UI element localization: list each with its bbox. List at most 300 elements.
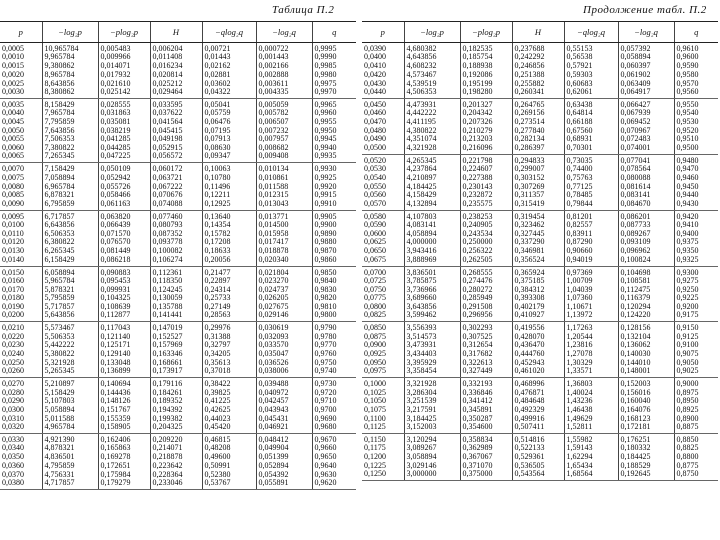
table-cell: 0,402179 [512, 303, 564, 312]
table-cell: 0,274476 [460, 277, 512, 286]
table-header-row [0, 22, 356, 43]
table-cell: 0,56538 [564, 53, 618, 62]
table-cell: 0,12925 [202, 200, 256, 211]
table-cell: 0,041285 [98, 135, 150, 144]
table-cell: 1,55982 [564, 434, 618, 445]
table-row [0, 359, 356, 368]
table-cell: 4,836501 [42, 453, 98, 462]
table-cell: 0,9670 [312, 434, 356, 445]
table-cell: 0,0750 [364, 285, 386, 294]
table-cell: 0,0045 [2, 117, 24, 126]
table-cell: 0,023270 [256, 277, 312, 286]
table-cell: 0,140694 [98, 378, 150, 389]
table-cell: 0,9610 [674, 43, 718, 54]
table-cell: 5,265345 [42, 367, 98, 378]
table-cell: 0,1025 [364, 388, 386, 397]
table-cell: 1,10671 [564, 303, 618, 312]
table-cell: 0,0825 [362, 311, 404, 322]
table-cell: 7,965784 [42, 109, 98, 118]
table-cell: 0,218878 [150, 453, 202, 462]
table-cell: 0,499916 [512, 414, 564, 423]
table-cell: 0,237688 [512, 43, 564, 54]
table-cell: 0,007957 [256, 135, 312, 144]
table-cell: 0,0130 [2, 246, 24, 256]
table-cell: 4,265345 [404, 154, 460, 165]
table-cell: 0,9810 [312, 303, 356, 312]
table-row [362, 388, 718, 397]
table-cell: 0,319454 [512, 210, 564, 221]
table-cell: 0,121140 [98, 332, 150, 341]
table-cell: 0,75763 [564, 173, 618, 182]
table-cell: 0,072483 [618, 135, 674, 144]
table-cell: 0,017417 [256, 238, 312, 247]
table-row [362, 210, 718, 221]
table-cell: 0,031863 [98, 109, 150, 118]
table-cell: 4,573467 [404, 70, 460, 79]
column-header: q [674, 22, 718, 43]
table-cell: 0,179279 [98, 479, 150, 490]
table-cell: 0,000722 [256, 43, 312, 54]
table-row [362, 173, 718, 182]
table-cell: 0,074088 [150, 200, 202, 211]
table-cell: 6,717857 [42, 210, 98, 221]
column-header: p [362, 22, 404, 43]
table-cell: 0,184425 [618, 453, 674, 462]
table-row [362, 154, 718, 165]
table-cell: 0,9550 [674, 98, 718, 109]
table-cell: 0,52380 [202, 470, 256, 479]
table-cell: 0,0480 [364, 126, 386, 135]
table-cell: 0,9955 [312, 118, 356, 127]
table-cell: 3,689660 [404, 294, 460, 303]
table-cell: 0,118350 [150, 277, 202, 286]
table-row [0, 173, 356, 182]
table-cell: 0,9860 [312, 256, 356, 267]
table-cell: 1,20544 [564, 332, 618, 341]
table-cell: 0,1050 [364, 396, 386, 406]
table-cell: 0,093778 [150, 238, 202, 247]
table-cell: 0,010134 [256, 163, 312, 174]
table-cell: 0,080793 [150, 221, 202, 230]
table-cell: 0,061902 [618, 70, 674, 79]
table-cell: 0,345891 [460, 406, 512, 415]
table-cell: 0,9880 [312, 238, 356, 247]
table-cell: 0,8975 [674, 388, 718, 397]
table-cell: 0,104325 [98, 294, 150, 303]
table-cell: 0,410927 [512, 311, 564, 322]
table-cell: 0,97369 [564, 266, 618, 277]
table-cell: 4,680382 [404, 43, 460, 54]
table-cell: 0,235575 [460, 200, 512, 211]
table-cell: 5,442222 [42, 341, 98, 350]
table-cell: 0,090883 [98, 266, 150, 277]
table-row [362, 311, 718, 322]
table-cell: 0,9200 [674, 303, 718, 312]
table-cell: 0,087733 [618, 221, 674, 230]
table-row [362, 359, 718, 368]
table-cell: 0,9790 [312, 322, 356, 333]
table-cell: 0,156016 [618, 388, 674, 397]
table-row [362, 367, 718, 378]
table-cell: 0,8775 [674, 462, 718, 471]
table-cell: 0,77125 [564, 182, 618, 191]
table-cell: 3,058894 [404, 453, 460, 462]
table-cell: 0,83911 [564, 229, 618, 238]
table-cell: 0,158905 [98, 423, 150, 434]
table-cell: 0,164076 [618, 406, 674, 415]
table-cell: 4,321928 [404, 144, 460, 155]
table-cell: 0,9400 [674, 229, 718, 238]
table-cell: 0,9945 [312, 135, 356, 144]
table-cell: 0,204342 [460, 109, 512, 118]
table-cell: 0,9580 [674, 70, 718, 79]
table-row [0, 79, 356, 88]
table-cell: 0,0075 [2, 173, 24, 182]
table-cell: 0,216096 [460, 144, 512, 155]
table-row [362, 294, 718, 303]
table-cell: 0,9410 [674, 221, 718, 230]
table-cell: 0,09347 [202, 152, 256, 163]
table-cell: 0,0300 [2, 405, 24, 415]
table-row [0, 163, 356, 174]
table-row [0, 62, 356, 71]
table-row [362, 165, 718, 174]
table-cell: 0,096962 [618, 247, 674, 256]
table-cell: 0,87290 [564, 238, 618, 247]
table-cell: 0,016234 [150, 62, 202, 71]
table-cell: 0,1100 [364, 414, 386, 423]
table-cell: 0,168123 [618, 414, 674, 423]
table-cell: 0,317682 [460, 350, 512, 359]
table-row [362, 118, 718, 127]
table-row [0, 367, 356, 378]
table-row [0, 247, 356, 256]
table-cell: 0,461020 [512, 367, 564, 378]
table-cell: 0,9530 [674, 118, 718, 127]
table-cell: 0,81201 [564, 210, 618, 221]
table-cell: 0,058466 [98, 191, 150, 200]
table-cell: 7,380822 [42, 144, 98, 153]
table-cell: 0,9870 [312, 247, 356, 256]
table-cell: 0,021804 [256, 266, 312, 277]
table-cell: 0,011408 [150, 53, 202, 62]
table-cell: 0,0065 [0, 152, 42, 163]
table-cell: 0,332193 [460, 378, 512, 389]
table-cell: 0,9470 [674, 165, 718, 174]
table-cell: 0,419556 [512, 322, 564, 333]
table-cell: 0,0350 [2, 452, 24, 462]
table-cell: 0,9300 [674, 266, 718, 277]
table-cell: 5,158429 [42, 388, 98, 397]
table-cell: 0,0700 [364, 267, 386, 277]
table-row [362, 397, 718, 406]
table-cell: 0,0025 [2, 79, 24, 88]
table-cell: 0,32797 [202, 341, 256, 350]
table-cell: 0,160040 [618, 397, 674, 406]
table-row [0, 53, 356, 62]
table-row [0, 98, 356, 109]
table-cell: 0,0220 [2, 332, 24, 341]
table-cell: 0,035047 [256, 350, 312, 359]
table-row [0, 462, 356, 471]
table-cell: 0,013771 [256, 210, 312, 221]
table-row [362, 285, 718, 294]
table-cell: 0,0070 [2, 164, 24, 174]
table-cell: 0,0310 [2, 414, 24, 423]
table-cell: 0,323462 [512, 221, 564, 230]
table-cell: 0,067939 [618, 109, 674, 118]
table-cell: 0,038006 [256, 367, 312, 378]
table-cell: 0,130059 [150, 294, 202, 303]
table-row [0, 210, 356, 221]
table-cell: 0,73035 [564, 154, 618, 165]
column-header: −log₂q [618, 22, 674, 43]
table-cell: 0,90660 [564, 247, 618, 256]
table-cell: 0,42625 [202, 406, 256, 415]
table-cell: 0,0290 [2, 396, 24, 406]
table-cell: 3,599462 [404, 311, 460, 322]
table-cell: 0,543564 [512, 470, 564, 481]
table-body [362, 43, 718, 481]
table-cell: 9,965784 [42, 53, 98, 62]
table-cell: 0,285949 [460, 294, 512, 303]
table-cell: 4,795859 [42, 462, 98, 471]
table-cell: 0,010861 [256, 173, 312, 182]
table-cell: 3,120294 [404, 434, 460, 445]
table-cell: 1,46438 [564, 406, 618, 415]
table-cell: 3,089267 [404, 444, 460, 453]
table-cell: 0,9915 [312, 191, 356, 200]
table-cell: 0,148001 [618, 367, 674, 378]
table-cell: 0,9650 [312, 453, 356, 462]
table-cell: 0,53767 [202, 479, 256, 490]
table-cell: 0,48208 [202, 444, 256, 453]
table-cell: 4,107803 [404, 210, 460, 221]
table-cell: 0,140030 [618, 350, 674, 359]
table-row [0, 479, 356, 490]
table-cell: 0,0005 [2, 44, 24, 53]
table-cell: 0,0650 [364, 246, 386, 256]
table-cell: 0,31388 [202, 332, 256, 341]
table-header-row [362, 22, 718, 43]
table-cell: 0,29976 [202, 322, 256, 333]
table-cell: 0,9460 [674, 173, 718, 182]
table-cell: 0,148126 [98, 397, 150, 406]
table-cell: 0,063721 [150, 173, 202, 182]
table-cell: 0,05041 [202, 98, 256, 109]
table-cell: 1,17263 [564, 322, 618, 333]
table-cell: 0,0460 [364, 108, 386, 118]
table-cell: 0,151767 [98, 406, 150, 415]
table-cell: 0,291508 [460, 303, 512, 312]
table-cell: 8,158429 [42, 98, 98, 109]
table-cell: 0,089267 [618, 229, 674, 238]
table-cell: 0,006507 [256, 118, 312, 127]
table-row [0, 43, 356, 54]
table-cell: 0,018878 [256, 247, 312, 256]
table-cell: 0,0020 [2, 70, 24, 79]
table-cell: 0,8825 [674, 444, 718, 453]
table-cell: 3,395929 [404, 359, 460, 368]
table-row [362, 70, 718, 79]
table-cell: 4,132894 [404, 200, 460, 211]
table-row [0, 406, 356, 415]
table-cell: 0,074001 [618, 144, 674, 155]
table-cell: 0,66188 [564, 118, 618, 127]
table-cell: 0,055726 [98, 182, 150, 191]
table-cell: 0,296956 [460, 311, 512, 322]
table-row [362, 229, 718, 238]
table-cell: 0,393308 [512, 294, 564, 303]
table-cell: 0,246856 [512, 62, 564, 71]
table-cell: 0,015958 [256, 229, 312, 238]
table-cell: 0,0360 [2, 461, 24, 470]
table-cell: 0,9150 [674, 322, 718, 333]
table-cell: 0,356524 [512, 256, 564, 267]
table-cell: 5,058894 [42, 406, 98, 415]
table-cell: 5,573467 [42, 322, 98, 333]
table-row [0, 152, 356, 163]
table-cell: 0,9375 [674, 238, 718, 247]
table-cell: 3,152003 [404, 423, 460, 434]
table-row [362, 98, 718, 109]
table-row [362, 88, 718, 99]
table-cell: 3,736966 [404, 285, 460, 294]
table-cell: 0,264765 [512, 98, 564, 109]
table-cell: 0,41225 [202, 397, 256, 406]
table-cell: 0,0570 [362, 200, 404, 211]
table-cell: 0,086201 [618, 210, 674, 221]
table-cell: 0,0390 [364, 44, 386, 53]
table-cell: 0,22897 [202, 277, 256, 286]
table-cell: 0,163346 [150, 350, 202, 359]
column-header: −log₂q [256, 22, 312, 43]
table-cell: 0,033570 [256, 341, 312, 350]
table-cell: 0,9570 [674, 79, 718, 88]
table-cell: 0,0675 [362, 256, 404, 267]
table-cell: 4,756331 [42, 470, 98, 479]
table-cell: 0,0530 [364, 164, 386, 174]
table-row [362, 277, 718, 286]
table-cell: 0,0085 [2, 190, 24, 200]
table-row [362, 453, 718, 462]
table-cell: 0,169278 [98, 453, 150, 462]
table-cell: 0,336846 [460, 388, 512, 397]
table-cell: 0,38422 [202, 378, 256, 389]
table-cell: 0,9620 [312, 479, 356, 490]
table-cell: 0,9985 [312, 62, 356, 71]
table-row [0, 414, 356, 423]
table-cell: 0,0150 [2, 267, 24, 277]
table-cell: 0,0900 [364, 341, 386, 350]
table-cell: 0,0110 [2, 229, 24, 238]
table-cell: 5,321928 [42, 359, 98, 368]
table-row [0, 303, 356, 312]
table-cell: 0,141441 [150, 311, 202, 322]
table-cell: 0,8925 [674, 406, 718, 415]
table-row [362, 341, 718, 350]
table-cell: 0,9275 [674, 277, 718, 286]
table-cell: 0,0775 [364, 293, 386, 303]
table-row [362, 414, 718, 423]
table-cell: 3,514573 [404, 332, 460, 341]
table-cell: 0,188529 [618, 462, 674, 471]
table-cell: 0,003611 [256, 79, 312, 88]
table-cell: 0,34205 [202, 350, 256, 359]
table-row [362, 126, 718, 135]
table-row [362, 200, 718, 211]
table-cell: 0,9975 [312, 79, 356, 88]
table-cell: 0,001443 [256, 53, 312, 62]
table-cell: 0,066439 [98, 221, 150, 230]
table-row [362, 378, 718, 389]
table-cell: 4,237864 [404, 165, 460, 174]
table-cell: 0,188938 [460, 62, 512, 71]
table-cell: 0,9965 [312, 98, 356, 109]
table-cell: 0,371070 [460, 462, 512, 471]
table-cell: 0,79844 [564, 200, 618, 211]
table-cell: 0,036526 [256, 359, 312, 368]
table-cell: 0,375000 [460, 470, 512, 481]
table-cell: 0,358834 [460, 434, 512, 445]
table-cell: 0,0180 [2, 293, 24, 303]
table-cell: 0,9350 [674, 247, 718, 256]
table-cell: 0,0450 [364, 99, 386, 109]
table-cell: 0,1200 [364, 452, 386, 462]
table-cell: 0,260341 [512, 88, 564, 99]
table-cell: 0,322613 [460, 359, 512, 368]
table-cell: 0,9900 [312, 221, 356, 230]
table-cell: 0,428070 [512, 332, 564, 341]
table-cell: 0,198280 [460, 88, 512, 99]
table-cell: 0,0050 [2, 126, 24, 135]
table-cell: 0,054392 [256, 470, 312, 479]
table-cell: 0,0540 [364, 173, 386, 182]
table-cell: 0,0040 [2, 108, 24, 118]
table-cell: 0,50991 [202, 462, 256, 471]
table-cell: 0,9980 [312, 70, 356, 79]
column-header: −log₂p [42, 22, 98, 43]
table-cell: 0,104698 [618, 266, 674, 277]
table-cell: 1,07360 [564, 294, 618, 303]
table-cell: 7,265345 [42, 152, 98, 163]
table-cell: 0,045431 [256, 414, 312, 423]
table-cell: 3,836501 [404, 266, 460, 277]
table-cell: 0,8750 [674, 470, 718, 481]
table-cell: 0,536505 [512, 462, 564, 471]
table-cell: 0,37018 [202, 367, 256, 378]
table-cell: 0,529361 [512, 453, 564, 462]
table-cell: 0,093109 [618, 238, 674, 247]
table-row [362, 135, 718, 144]
table-cell: 0,94019 [564, 256, 618, 267]
table-cell: 0,0100 [2, 220, 24, 229]
table-cell: 0,9100 [674, 341, 718, 350]
table-cell: 0,49600 [202, 453, 256, 462]
table-cell: 0,0240 [2, 349, 24, 359]
table-cell: 0,052894 [256, 462, 312, 471]
table-cell: 0,042457 [256, 397, 312, 406]
table-cell: 0,0060 [2, 143, 24, 153]
table-cell: 0,468996 [512, 378, 564, 389]
table-cell: 0,44023 [202, 414, 256, 423]
table-cell: 6,158429 [42, 256, 98, 267]
table-row [0, 256, 356, 267]
table-cell: 0,8950 [674, 397, 718, 406]
table-cell: 0,484648 [512, 397, 564, 406]
table-cell: 0,45420 [202, 423, 256, 434]
table-cell: 0,07913 [202, 135, 256, 144]
